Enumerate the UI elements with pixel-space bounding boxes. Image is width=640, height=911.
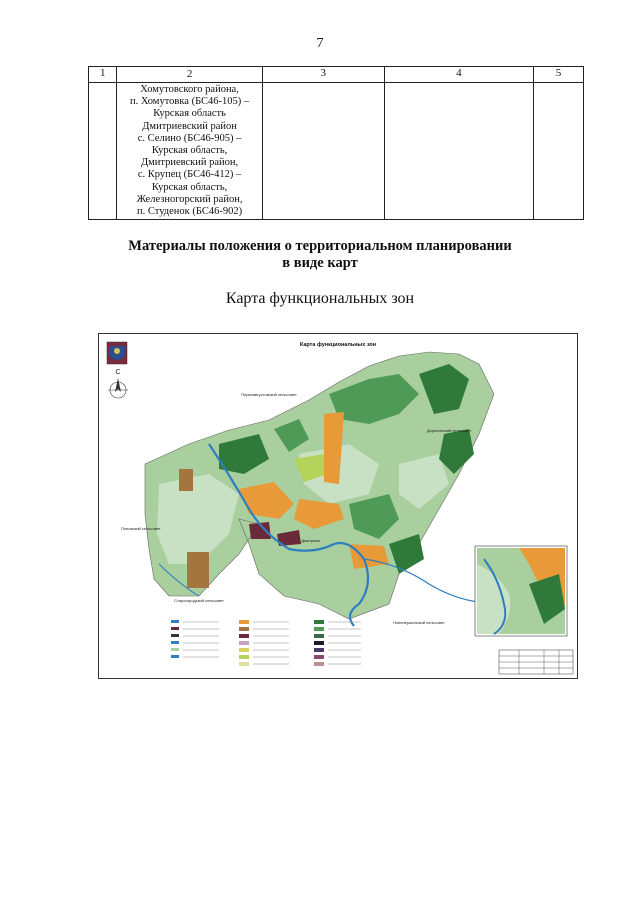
table-header-cell: 5 [534,67,584,83]
table-cell [534,83,584,220]
inset-map [475,546,567,636]
legend-column [314,620,361,666]
map-title: Карта функциональных зон [299,342,377,348]
cell-line: Курская область, [151,181,228,193]
svg-text:С: С [115,369,121,376]
functional-zones-map [98,333,578,679]
map-image [99,334,577,678]
table-header-cell: 4 [384,67,533,83]
compass-icon [108,369,128,398]
title-block-stamp [499,650,573,674]
table-header-row [89,67,584,83]
cell-line: п. Студенок (БС46-902) [137,206,243,218]
cell-line: Дмитриевский район, [140,157,239,169]
table-row [89,83,584,220]
data-table [88,66,584,220]
label-southwest-council: Старогородский сельсовет [174,598,224,603]
cell-line: Курская область, [151,145,228,157]
cell-line: Железногорский район, [136,193,243,205]
label-west-council: Поповский сельсовет [121,526,161,531]
cell-line: Дмитриевский район [142,120,237,132]
label-east-council: Дерюгинский сельсовет [426,428,472,433]
page-number: 7 [316,36,324,51]
table-cell [89,83,117,220]
table-header-cell: 2 [117,67,262,83]
section-heading-line1: Материалы положения о территориальном планировании [128,238,512,254]
legend-column [239,620,289,666]
table-header-cell: 1 [89,67,117,83]
table-cell-locations [117,83,262,220]
table-cell [384,83,533,220]
cell-line: с. Селино (БС46-905) – [137,132,242,144]
map-legend [171,620,361,666]
map-caption: Карта функциональных зон [225,290,415,307]
label-town: г. Дмитриев [298,538,320,543]
label-north-council: Первоавгустовский сельсовет [241,392,297,397]
label-southeast-council: Новопершинский сельсовет [393,620,445,625]
cell-line: Хомутовского района, [140,84,239,95]
cell-line: с. Крупец (БС46-412) – [137,169,242,181]
coat-of-arms-icon [107,342,127,364]
cell-line: п. Хомутовка (БС46-105) – [129,96,250,108]
legend-column [171,620,219,658]
table-cell [262,83,384,220]
table-header-cell: 3 [262,67,384,83]
section-heading-line2: в виде карт [282,255,358,271]
cell-line: Курская область [153,108,226,120]
